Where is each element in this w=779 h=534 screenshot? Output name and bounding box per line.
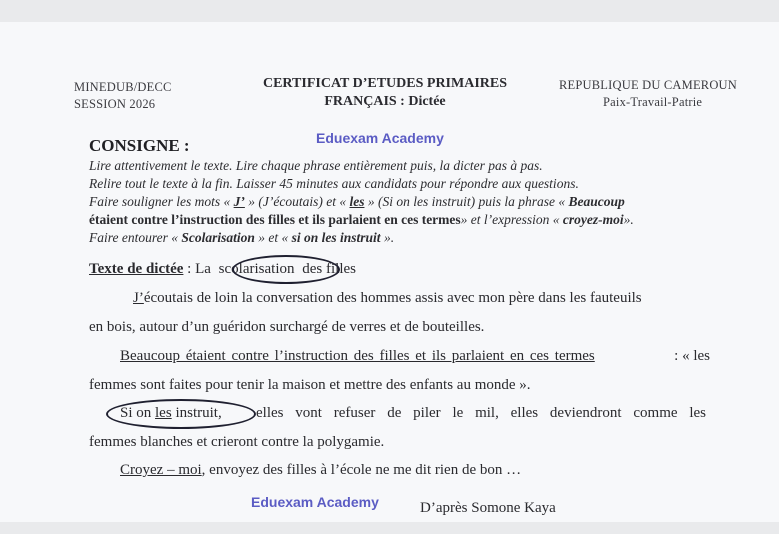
dictee-title-label: Texte de dictée [89, 261, 184, 277]
dictee-title-sep: : La [183, 261, 215, 277]
consigne-line4-part-b: ». [623, 212, 634, 227]
header-ministry: MINEDUB/DECC [74, 80, 172, 94]
header-subject: FRANÇAIS : Dictée [324, 94, 446, 109]
consigne-word-scolarisation: Scolarisation [181, 230, 255, 245]
header-motto: Paix-Travail-Patrie [603, 95, 703, 109]
consigne-line-3 [89, 194, 625, 210]
header-country: REPUBLIQUE DU CAMEROUN [559, 78, 738, 92]
consigne-line5-part-c: ». [380, 230, 395, 245]
consigne-word-beaucoup: Beaucoup [568, 194, 625, 209]
consigne-line3-part-a: Faire souligner les mots « [89, 194, 234, 209]
header-exam-title: CERTIFICAT D’ETUDES PRIMAIRES [262, 76, 508, 91]
dictee-title-circled: scolarisation [218, 261, 295, 277]
dictee-p3-instruit: instruit, [171, 405, 222, 421]
consigne-line-2: Relire tout le texte à la fin. Laisser 45 minutes aux candidats pour répondre aux questions. [89, 176, 579, 191]
consigne-line-4 [89, 212, 634, 228]
circle-si-on-les-instruit [106, 399, 256, 429]
dictee-word-les: les [155, 405, 172, 421]
dictee-p1-line2: en bois, autour d’un guéridon surchargé de verres et de bouteilles. [89, 319, 485, 335]
consigne-line5-part-b: » et « [254, 230, 292, 245]
consigne-word-j: J’ [233, 194, 245, 209]
watermark-bottom: Eduexam Academy [251, 494, 379, 510]
dictee-p4-rest: , envoyez des filles à l’école ne me dit rien de bon … [201, 462, 522, 478]
consigne-sentence-bold: étaient contre l’instruction des filles et ils parlaient en ces termes [89, 212, 461, 227]
dictee-title-end: des filles [298, 261, 356, 277]
consigne-title: CONSIGNE : [89, 136, 190, 155]
dictee-p2-line1 [120, 348, 710, 365]
dictee-word-j: J’ [133, 290, 144, 306]
dictee-p4-line1 [120, 462, 521, 479]
consigne-line-5 [89, 230, 394, 246]
dictee-p3-rest: elles vont refuser de piler le mil, elles deviendront comme les [256, 405, 706, 421]
consigne-line4-part-a: » et l’expression « [460, 212, 563, 227]
consigne-word-les: les [349, 194, 365, 209]
circle-scolarisation [232, 255, 340, 284]
consigne-word-croyez: croyez-moi [562, 212, 624, 227]
header-session: SESSION 2026 [74, 97, 156, 111]
dictee-p2-underlined: Beaucoup étaient contre l’instruction des filles et ils parlaient en ces termes [120, 348, 595, 364]
dictee-p3-si-on: Si on [120, 405, 156, 421]
dictee-p2-end: : « les [674, 348, 710, 364]
dictee-p2-line2: femmes sont faites pour tenir la maison et mettre des enfants au monde ». [89, 377, 531, 393]
consigne-line3-part-b: » (J’écoutais) et « [244, 194, 350, 209]
consigne-word-si-on: si on les instruit [291, 230, 381, 245]
dictee-p1-line1 [133, 290, 642, 307]
watermark-top: Eduexam Academy [316, 130, 444, 146]
dictee-source: D’après Somone Kaya [420, 500, 556, 516]
dictee-word-croyez-moi: Croyez – moi [120, 462, 202, 478]
consigne-line3-part-c: » (Si on les instruit) puis la phrase « [364, 194, 569, 209]
exam-sheet [0, 22, 779, 522]
dictee-p1-rest: écoutais de loin la conversation des hommes assis avec mon père dans les fauteuils [143, 290, 642, 306]
dictee-p3-line2: femmes blanches et crieront contre la polygamie. [89, 434, 385, 450]
consigne-line5-part-a: Faire entourer « [89, 230, 182, 245]
consigne-line-1: Lire attentivement le texte. Lire chaque phrase entièrement puis, la dicter pas à pas. [89, 158, 543, 173]
